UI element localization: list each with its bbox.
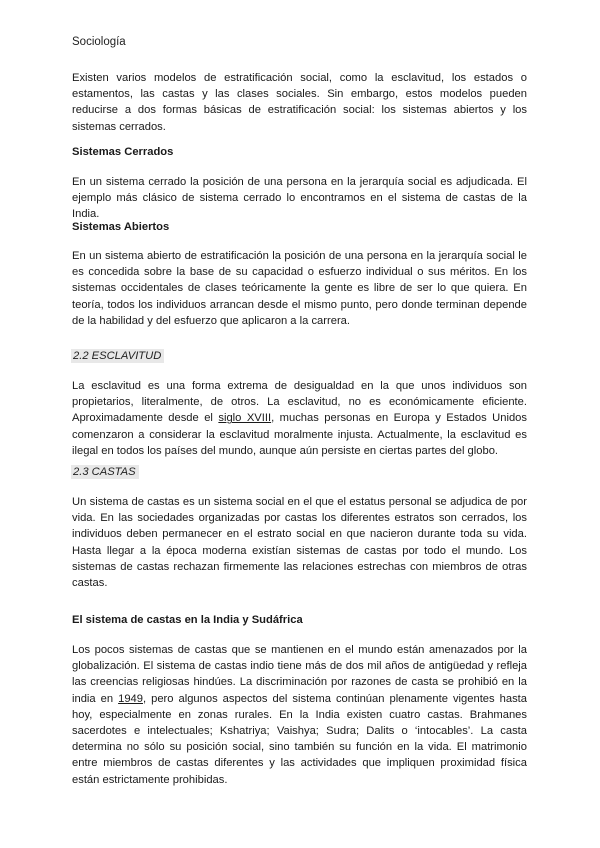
slavery-text-b: , muchas personas en Europa y Estados Unidos comenzaron a considerar la esclavitud moralmente injusta. Actualmente, la esclavitud es ilegal en todos los países del mundo, aunque aún persiste en ciertas partes del globo. <box>72 412 527 457</box>
intro-paragraph: Existen varios modelos de estratificación social, como la esclavitud, los estados o estamentos, las castas y las clases sociales. Sin embargo, estos modelos pueden reducirse a dos formas básicas de estratificación social: los sistemas abiertos y los sistemas cerrados. <box>72 72 527 133</box>
open-systems-heading: Sistemas Abiertos <box>72 221 170 233</box>
slavery-text-a: La esclavitud es una forma extrema de desigualdad en la que unos individuos son propietarios, literalmente, de otros. La esclavitud, no es económicamente eficiente. Aproximadamente desde el <box>72 380 527 425</box>
siglo-xviii-link[interactable]: siglo XVIII <box>218 412 272 425</box>
open-systems-paragraph: En un sistema abierto de estratificación la posición de una persona en la jerarquía social le es concedida sobre la base de su capacidad o esfuerzo individual o sus méritos. En los sistemas occidentales de clases teóricamente la gente es libre de ser lo que quiera. En teoría, todos los individuos arrancan desde el mismo punto, pero donde terminan depende de la habilidad y del esfuerzo que aplicaron a la carrera. <box>72 250 527 327</box>
castes-paragraph: Un sistema de castas es un sistema social en el que el estatus personal se adjudica de por vida. En las sociedades organizadas por castas los diferentes estratos son cerrados, los individuos deben permanecer en el estrato social en que nacieron durante toda su vida. Hasta llegar a la época moderna existían sistemas de castas por todo el mundo. Los sistemas de castas rechazan firmemente las relaciones estrechas con miembros de otras castas. <box>72 496 527 590</box>
section-heading-slavery: 2.2 ESCLAVITUD <box>71 349 164 363</box>
india-text-a: Los pocos sistemas de castas que se mantienen en el mundo están amenazados por la globalización. El sistema de castas indio tiene más de dos mil años de antigüedad y refleja las creencias religiosas hindúes. La discriminación por razones de casta se prohibió en la india en <box>72 644 527 705</box>
india-castes-paragraph <box>72 642 527 788</box>
slavery-paragraph <box>72 378 527 459</box>
india-castes-heading: El sistema de castas en la India y Sudáfrica <box>72 614 303 626</box>
page-header: Sociología <box>72 36 126 48</box>
section-heading-castes: 2.3 CASTAS <box>71 465 139 479</box>
closed-systems-heading: Sistemas Cerrados <box>72 146 174 158</box>
india-text-b: , pero algunos aspectos del sistema continúan plenamente vigentes hasta hoy, especialmente en zonas rurales. En la India existen cuatro castas. Brahmanes sacerdotes e intelectuales; Kshatriya; Vaishya; Sudra; Dalits o ‘intocables’. La casta determina no sólo su posición social, sino también su función en la vida. El matrimonio entre miembros de castas diferentes y las actividades que impliquen proximidad física están estrictamente prohibidas. <box>72 692 527 786</box>
year-1949-link[interactable]: 1949 <box>118 692 143 705</box>
closed-systems-paragraph: En un sistema cerrado la posición de una persona en la jerarquía social es adjudicada. El ejemplo más clásico de sistema cerrado lo encontramos en el sistema de castas de la India. <box>72 176 527 221</box>
